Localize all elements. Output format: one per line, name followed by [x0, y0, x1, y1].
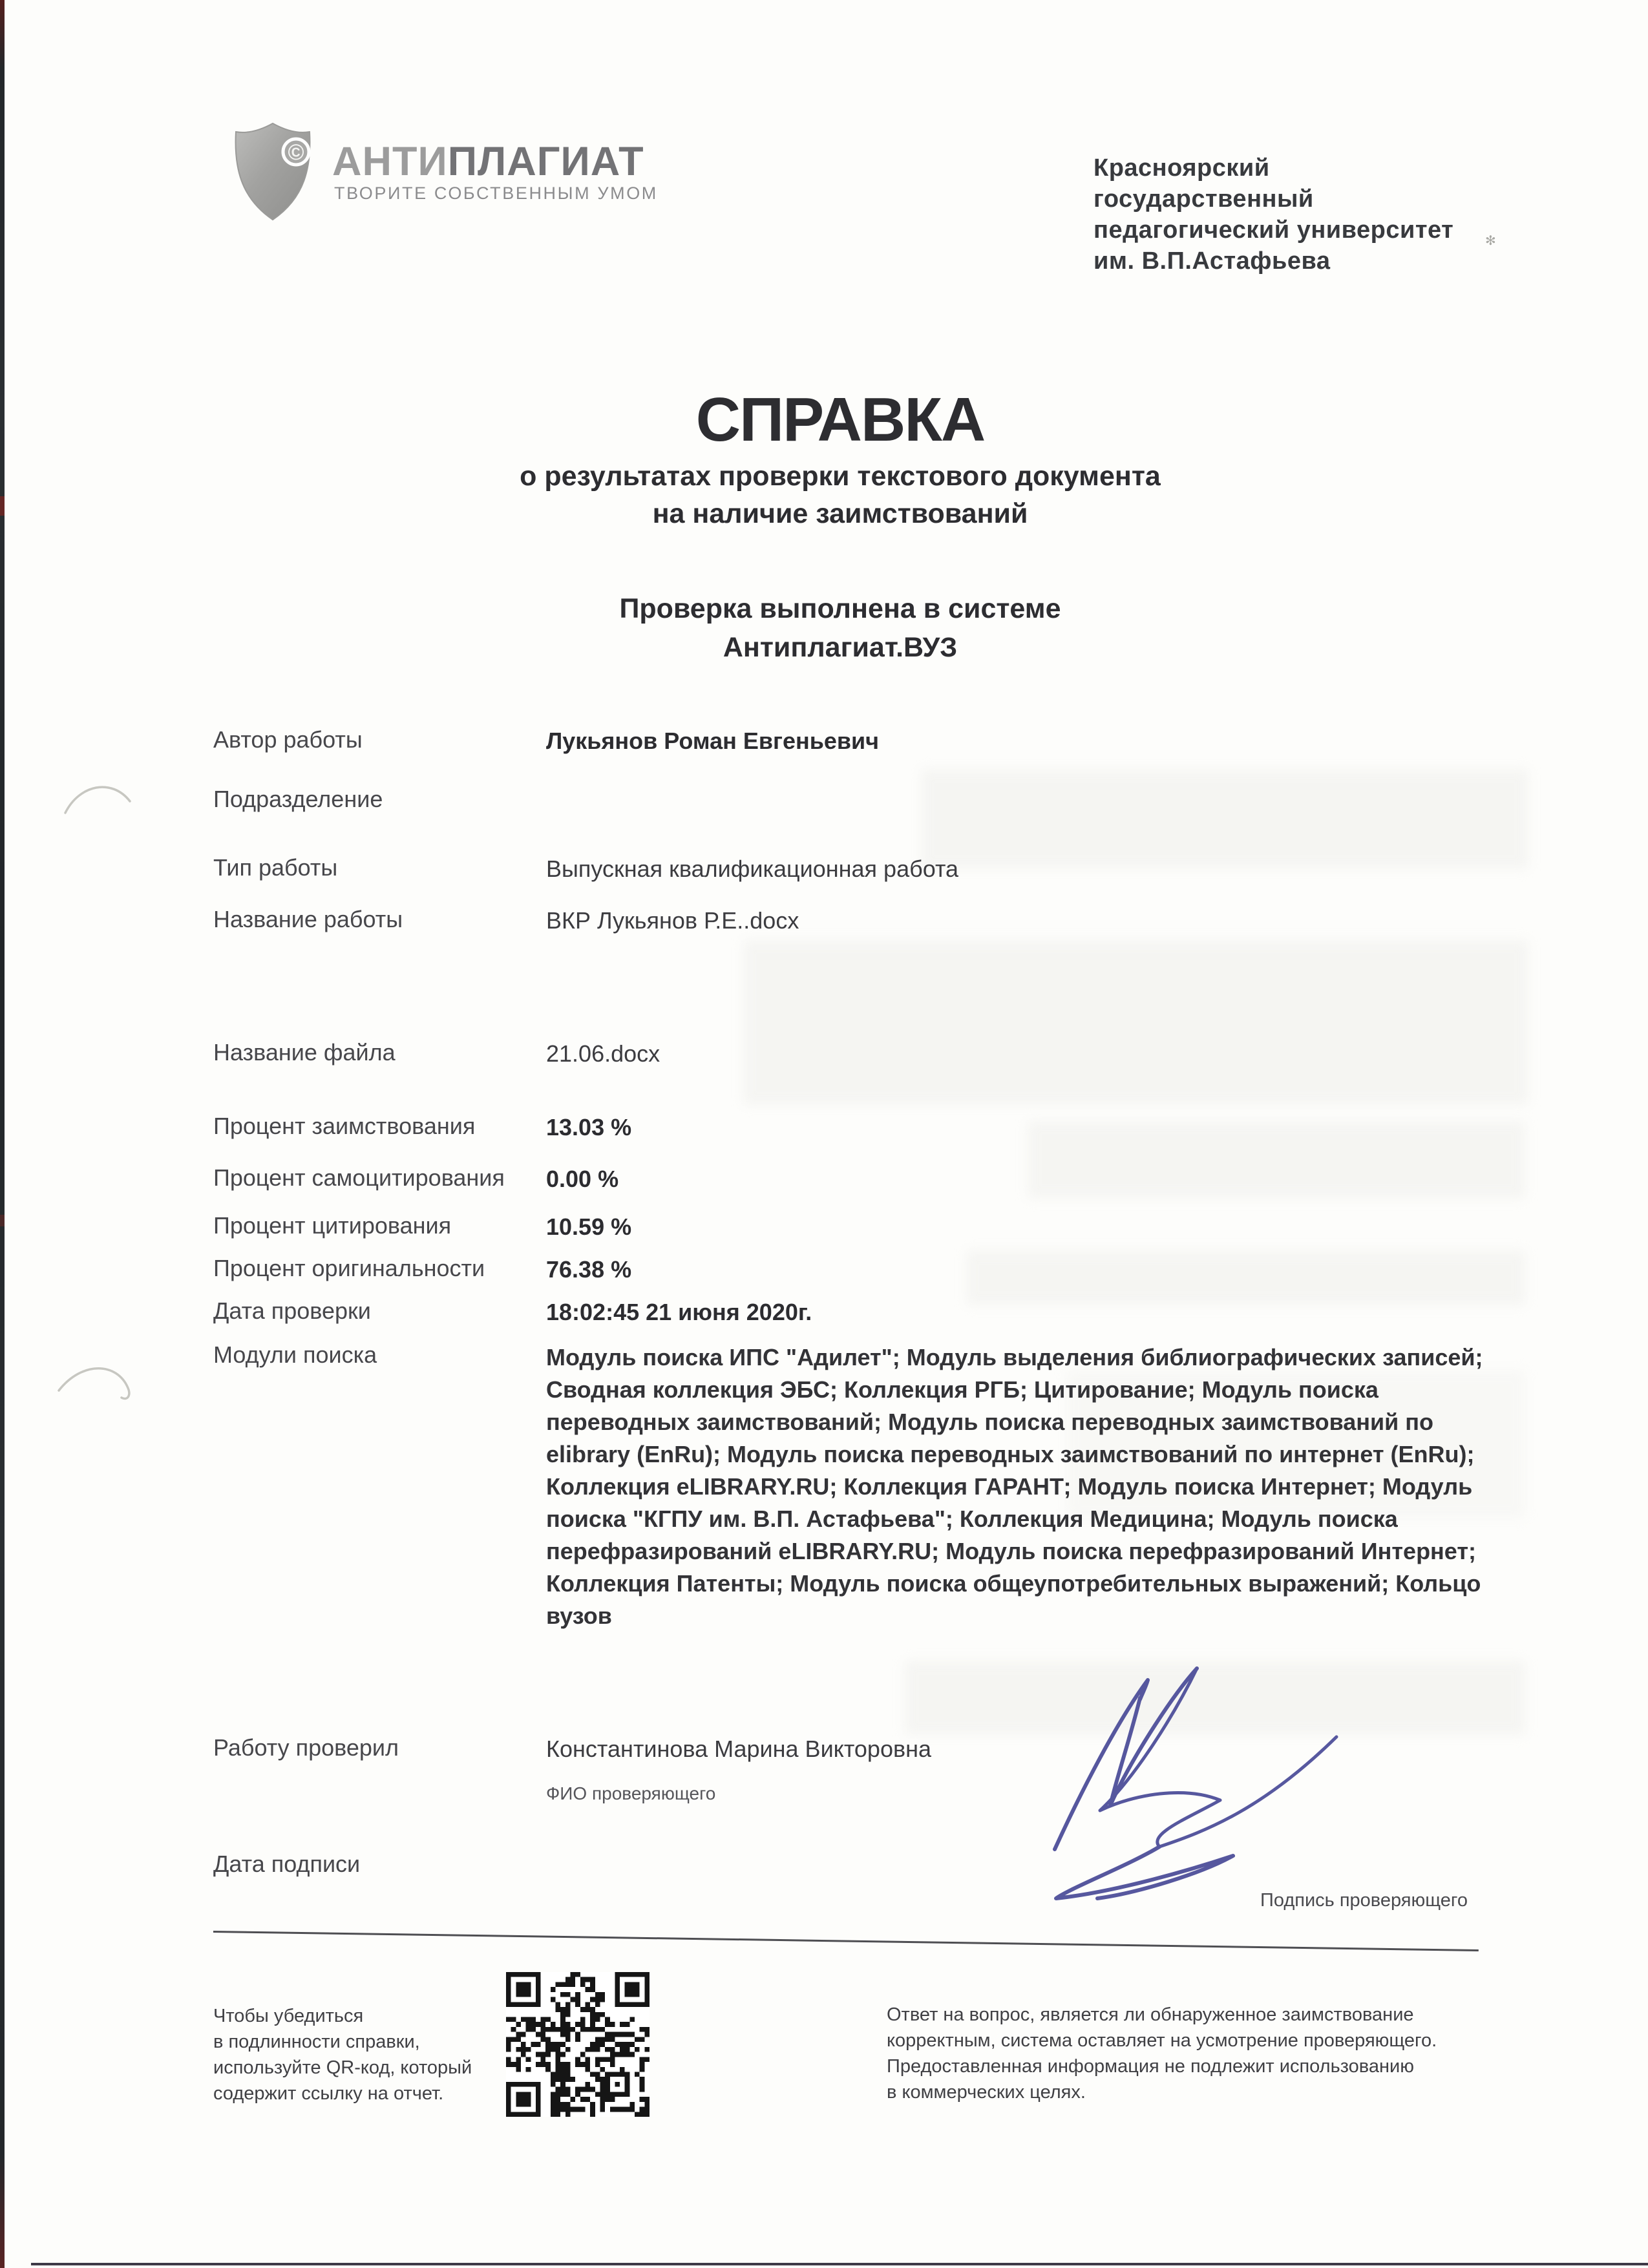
disclaimer-line: Предоставленная информация не подлежит использованию: [887, 2056, 1414, 2077]
subtitle-line: на наличие заимствований: [652, 498, 1028, 529]
antiplagiat-shield-icon: [231, 121, 314, 222]
field-value: 13.03 %: [546, 1114, 632, 1140]
field-label: Процент цитирования: [213, 1212, 452, 1239]
qr-hint-line: в подлинности справки,: [213, 2032, 420, 2052]
university-line: государственный: [1093, 185, 1314, 213]
system-line: Проверка выполнена в системе: [619, 593, 1061, 624]
university-line: педагогический университет: [1093, 216, 1454, 244]
subtitle-line: о результатах проверки текстового документа: [520, 461, 1161, 492]
field-label: Название работы: [213, 906, 403, 932]
field-value: 10.59 %: [546, 1213, 632, 1240]
logo-tagline: ТВОРИТЕ СОБСТВЕННЫМ УМОМ: [334, 184, 658, 203]
university-line: Красноярский: [1093, 154, 1270, 182]
signature-caption: Подпись проверяющего: [1260, 1890, 1468, 1911]
field-label: Автор работы: [213, 726, 363, 753]
field-value: 0.00 %: [546, 1166, 619, 1192]
disclaimer-text: [887, 2002, 1437, 2105]
page-title: СПРАВКА: [695, 385, 985, 454]
qr-code-image: [506, 1972, 650, 2117]
field-row-selfcitation-percent: [213, 1163, 1499, 1193]
field-value: Выпускная квалификационная работа: [546, 856, 959, 882]
pencil-mark: [55, 1357, 136, 1405]
field-value: 76.38 %: [546, 1256, 632, 1283]
field-row-citation-percent: [213, 1211, 1499, 1241]
field-label: Работу проверил: [213, 1734, 399, 1761]
document-title-block: [113, 385, 1567, 532]
antiplagiat-logo-text: [332, 138, 644, 185]
reviewer-signature: [1033, 1655, 1356, 1914]
scan-bottom-edge: [31, 2263, 1648, 2265]
copyright-glyph: ©: [288, 140, 304, 165]
field-label: Процент заимствования: [213, 1113, 476, 1139]
qr-hint-line: содержит ссылку на отчет.: [213, 2083, 444, 2104]
reviewer-name: Константинова Марина Викторовна: [546, 1736, 932, 1762]
field-label: Дата подписи: [213, 1851, 361, 1877]
disclaimer-line: корректным, система оставляет на усмотрение проверяющего.: [887, 2030, 1437, 2051]
field-row-work-title: [213, 905, 1499, 934]
field-label: Процент оригинальности: [213, 1255, 485, 1281]
disclaimer-line: Ответ на вопрос, является ли обнаруженное заимствование: [887, 2004, 1414, 2025]
field-row-work-type: [213, 853, 1499, 883]
field-value: Модуль поиска ИПС "Адилет"; Модуль выделения библиографических записей; Сводная коллекция ЭБС; Коллекция РГБ; Цитирование; Модуль поиска переводных заимствований; Модуль поиска переводных заимствований по elibrary (EnRu); Модуль поиска переводных заимствований по интернет (EnRu); Коллекция eLIBRARY.RU; Коллекция ГАРАНТ; Модуль поиска Интернет; Модуль поиска "КГПУ им. В.П. Астафьева"; Коллекция Медицина; Модуль поиска перефразирований eLIBRARY.RU; Модуль поиска перефразирований Интернет; Коллекция Патенты; Модуль поиска общеупотребительных выражений; Кольцо вузов: [546, 1344, 1483, 1629]
field-label: Подразделение: [213, 786, 383, 812]
field-row-author: [213, 725, 1499, 755]
title-subtitle: [113, 457, 1567, 532]
reviewer-name-caption: ФИО проверяющего: [546, 1783, 716, 1803]
field-label: Модули поиска: [213, 1341, 377, 1368]
field-row-department: [213, 784, 1499, 814]
field-row-check-date: [213, 1296, 1499, 1326]
university-name-block: [1093, 152, 1453, 277]
field-row-originality-percent: [213, 1254, 1499, 1283]
scan-left-edge: [0, 0, 5, 2268]
logo-text-anti: АНТИ: [332, 139, 448, 184]
field-label: Тип работы: [213, 854, 338, 881]
system-check-block: [113, 589, 1567, 667]
system-name: Антиплагиат.ВУЗ: [723, 632, 958, 663]
qr-hint-line: используйте QR-код, который: [213, 2057, 472, 2078]
field-value: 21.06.docx: [546, 1040, 660, 1067]
scan-edge-red-tick: [0, 1215, 5, 1226]
field-value: ВКР Лукьянов Р.Е..docx: [546, 907, 799, 934]
field-row-file-name: [213, 1038, 1499, 1067]
scan-gray-patch: [743, 940, 1528, 1105]
signature-rule: [213, 1931, 1479, 1951]
field-row-search-modules: [213, 1340, 1499, 1629]
scan-speck: ✻: [1485, 234, 1496, 248]
university-line: им. В.П.Астафьева: [1093, 247, 1331, 275]
pencil-mark: [61, 775, 136, 821]
field-value: 18:02:45 21 июня 2020г.: [546, 1299, 812, 1325]
field-label: Название файла: [213, 1039, 396, 1066]
scan-edge-red-tick: [0, 496, 5, 516]
qr-hint-line: Чтобы убедиться: [213, 2006, 364, 2026]
field-row-borrowing-percent: [213, 1111, 1499, 1141]
field-label: Процент самоцитирования: [213, 1164, 505, 1191]
logo-text-plagiat: ПЛАГИАТ: [447, 139, 644, 184]
qr-hint-text: [213, 2003, 472, 2106]
qr-code: [506, 1972, 650, 2117]
field-label: Дата проверки: [213, 1297, 371, 1324]
field-value: Лукьянов Роман Евгеньевич: [546, 728, 880, 754]
disclaimer-line: в коммерческих целях.: [887, 2082, 1086, 2103]
